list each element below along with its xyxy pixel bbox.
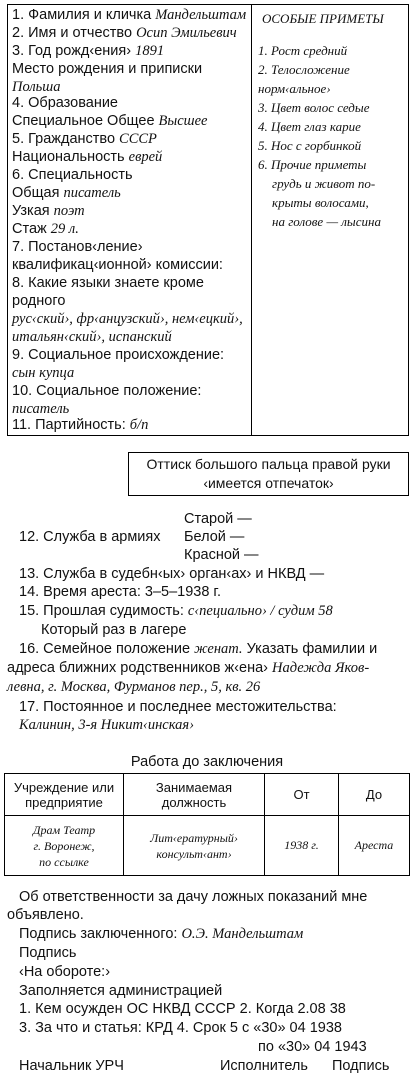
- nationality-row: [12, 148, 162, 166]
- family-status-label: 16. Семейное положение: [19, 641, 191, 657]
- column-divider: [251, 4, 252, 436]
- work-row: [5, 816, 410, 876]
- arrest-date: 14. Время ареста: 3–5–1938 г.: [19, 584, 221, 600]
- urch-chief-label: Начальник УРЧ: [19, 1058, 124, 1074]
- surname-row: [12, 6, 246, 24]
- surname-label: 1. Фамилия и кличка: [12, 7, 152, 23]
- mark-height: 1. Рост средний: [258, 43, 348, 58]
- mark-other: 6. Прочие приметы: [258, 157, 367, 172]
- citizenship-row: [12, 130, 157, 148]
- previous-conviction-label: 15. Прошлая судимость:: [19, 603, 184, 619]
- cell-from: 1938 г.: [265, 816, 339, 876]
- languages-value-1: рус‹ский›, фр‹анцузский›, нем‹ецкий›,: [12, 311, 243, 327]
- mark-nose: 5. Нос с горбинкой: [258, 138, 362, 153]
- education-value: Высшее: [158, 113, 208, 129]
- name-row: [12, 24, 237, 42]
- experience-value: 29 л.: [50, 221, 79, 237]
- social-status-label: 10. Социальное положение:: [12, 383, 202, 399]
- citizenship-value: СССР: [119, 131, 157, 147]
- executor-signature-label: Подпись: [332, 1058, 390, 1074]
- birth-year-row: [12, 42, 164, 60]
- prisoner-signature-label: Подпись заключенного:: [19, 926, 178, 942]
- executor-label: Исполнитель: [220, 1058, 308, 1074]
- birthplace-value: Польша: [12, 79, 61, 95]
- relatives-row: [7, 660, 369, 677]
- mark-other-2: грудь и живот по-: [272, 176, 376, 191]
- work-table: [4, 773, 410, 876]
- relatives-label: адреса ближних родственников ж‹ена›: [7, 660, 268, 676]
- reverse-side-note: ‹На обороте:›: [19, 964, 111, 980]
- header-position: Занимаемая должность: [124, 774, 265, 816]
- army-white: Белой —: [184, 529, 245, 545]
- mark-build: 2. Телосложение: [258, 62, 350, 77]
- responsibility-notice: Об ответственности за дачу ложных показаний мне: [19, 889, 368, 905]
- header-from: От: [265, 774, 339, 816]
- social-origin-value: сын купца: [12, 365, 75, 381]
- army-red: Красной —: [184, 547, 259, 563]
- languages-value-2: итальян‹ский›, испанский: [12, 329, 172, 345]
- nationality-value: еврей: [128, 149, 163, 165]
- mark-hair: 3. Цвет волос седые: [258, 100, 370, 115]
- residence-label: 17. Постоянное и последнее местожительства:: [19, 699, 337, 715]
- party-label: 11. Партийность:: [12, 417, 126, 433]
- languages-label-1: 8. Какие языки знаете кроме: [12, 275, 204, 291]
- prisoner-signature-row: [19, 926, 303, 943]
- header-to: До: [339, 774, 410, 816]
- admin-section-label: Заполняется администрацией: [19, 983, 223, 999]
- social-origin-label: 9. Социальное происхождение:: [12, 347, 225, 363]
- work-header-row: [5, 774, 410, 816]
- mark-build-value: норм‹альное›: [258, 81, 331, 96]
- education-label: 4. Образование: [12, 95, 118, 111]
- birthplace-label: Место рождения и приписки: [12, 61, 203, 77]
- family-status-rest: Указать фамилии и: [246, 641, 378, 657]
- specialty-label: 6. Специальность: [12, 167, 133, 183]
- sentenced-by-row: 1. Кем осужден ОС НКВД СССР 2. Когда 2.08 38: [19, 1001, 346, 1017]
- education-row: [12, 112, 207, 130]
- special-marks-title: ОСОБЫЕ ПРИМЕТЫ: [262, 11, 384, 26]
- camp-count: Который раз в лагере: [41, 622, 187, 638]
- cell-institution: Драм Театр г. Воронеж, по ссылке: [5, 816, 124, 876]
- general-specialty-value: писатель: [63, 185, 121, 201]
- family-status-value: женат.: [194, 641, 243, 657]
- article-term-row: 3. За что и статья: КРД 4. Срок 5 с «30» 04 1938: [19, 1020, 342, 1036]
- fingerprint-box: [128, 452, 409, 496]
- header-institution: Учреждение или предприятие: [5, 774, 124, 816]
- experience-row: [12, 220, 79, 238]
- party-row: [12, 416, 148, 434]
- signature-label: Подпись: [19, 945, 77, 961]
- party-value: б/п: [129, 417, 149, 433]
- fingerprint-label: Оттиск большого пальца правой руки: [146, 456, 391, 472]
- narrow-specialty-row: [12, 202, 85, 220]
- mark-other-3: крыты волосами,: [272, 195, 369, 210]
- general-specialty-label: Общая: [12, 185, 60, 201]
- mark-other-4: на голове — лысина: [272, 214, 381, 229]
- cell-position: Лит‹ературный› консульт‹ант›: [124, 816, 265, 876]
- narrow-specialty-value: поэт: [53, 203, 85, 219]
- army-service-label: 12. Служба в армиях: [19, 529, 161, 545]
- languages-label-2: родного: [12, 293, 66, 309]
- social-status-value: писатель: [12, 401, 70, 417]
- birth-year-value: 1891: [135, 43, 165, 59]
- responsibility-notice-2: объявлено.: [7, 907, 84, 923]
- relatives-address: левна, г. Москва, Фурманов пер., 5, кв. 26: [7, 679, 261, 695]
- name-label: 2. Имя и отчество: [12, 25, 133, 41]
- army-old: Старой —: [184, 511, 252, 527]
- citizenship-label: 5. Гражданство: [12, 131, 116, 147]
- mark-eyes: 4. Цвет глаз карие: [258, 119, 361, 134]
- residence-value: Калинин, 3-я Никит‹инская›: [19, 717, 194, 733]
- education-type-label: Специальное Общее: [12, 113, 155, 129]
- work-title: Работа до заключения: [130, 754, 284, 770]
- general-specialty-row: [12, 184, 121, 202]
- fingerprint-note: ‹имеется отпечаток›: [203, 475, 334, 491]
- name-value: Осип Эмильевич: [136, 25, 237, 41]
- commission-label-1: 7. Постанов‹ление›: [12, 239, 143, 255]
- commission-label-2: квалификац‹ионной› комиссии:: [12, 257, 223, 273]
- previous-conviction-value: с‹пециально› / судим 58: [187, 603, 333, 619]
- cell-to: Ареста: [339, 816, 410, 876]
- birth-year-label: 3. Год рожд‹ения›: [12, 43, 132, 59]
- court-service: 13. Служба в судебн‹ых› орган‹ах› и НКВД —: [19, 566, 325, 582]
- narrow-specialty-label: Узкая: [12, 203, 50, 219]
- experience-label: Стаж: [12, 221, 47, 237]
- family-status-row: [19, 641, 377, 658]
- previous-conviction-row: [19, 603, 333, 620]
- prisoner-signature-value: О.Э. Мандельштам: [181, 926, 304, 942]
- relatives-value: Надежда Яков-: [272, 660, 370, 676]
- term-end: по «30» 04 1943: [258, 1039, 367, 1055]
- surname-value: Мандельштам: [155, 7, 247, 23]
- nationality-label: Национальность: [12, 149, 125, 165]
